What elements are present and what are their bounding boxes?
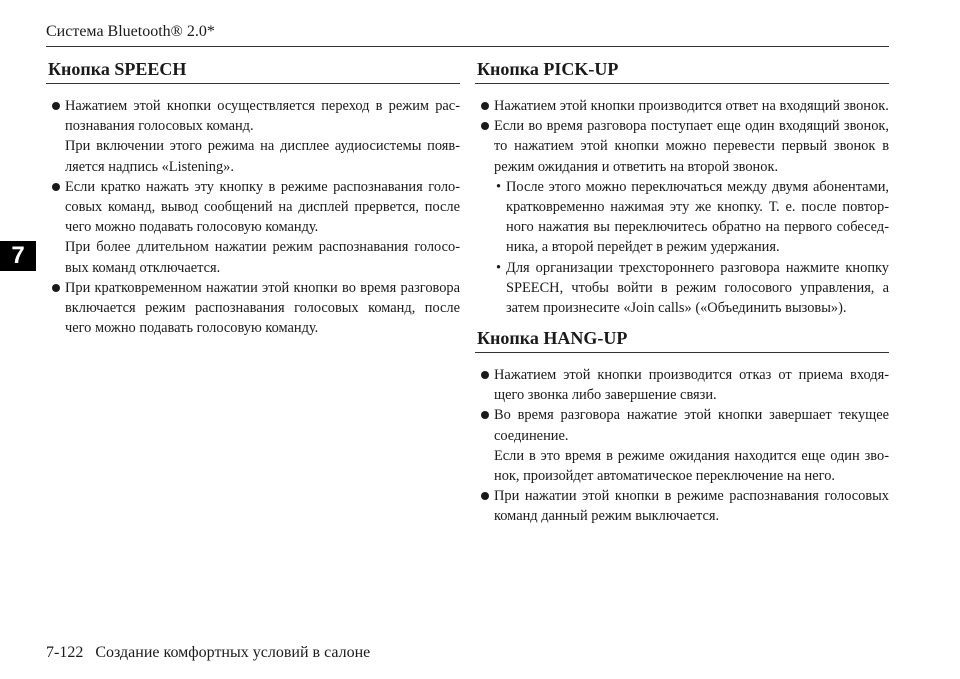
paragraph xyxy=(475,446,889,486)
paragraph-text: При нажатии этой кнопки в режиме распознавания голосовых команд данный режим выключается. xyxy=(494,488,889,525)
paragraph-text: Для организации трехстороннего разговора нажмите кнопку SPEECH, чтобы войти в режим голосового управления, а затем произнесите «Join calls» («Объединить вызовы»). xyxy=(506,259,889,317)
bullet-paragraph xyxy=(46,278,460,339)
section-pickup xyxy=(475,58,889,318)
header-rule xyxy=(46,46,889,47)
sub-paragraph xyxy=(475,177,889,258)
paragraph-text: При кратковременном нажатии этой кнопки во время разговора включается режим распознавания голосовых команд, после чего можно подавать голосовую команду. xyxy=(65,279,460,337)
hangup-list xyxy=(475,365,889,527)
running-header: Система Bluetooth® 2.0* xyxy=(46,23,215,40)
section-title: Кнопка HANG-UP xyxy=(477,328,628,348)
paragraph-text: При более длительном нажатии режим распознавания голосовых команд отключается. xyxy=(65,239,460,276)
sub-bullet-marker: • xyxy=(496,259,502,276)
pickup-list xyxy=(475,96,889,318)
paragraph-text: Во время разговора нажатие этой кнопки завершает текущее соединение. xyxy=(494,407,889,444)
bullet-paragraph xyxy=(475,486,889,526)
paragraph-text: Нажатием этой кнопки осуществляется переход в режим распознавания голосовых команд. xyxy=(65,98,460,135)
section-hangup xyxy=(475,327,889,527)
paragraph-text: После этого можно переключаться между двумя абонентами, кратковременно нажимая эту же кнопку. Т. е. после повторного нажатия вы переключитесь обратно на первого собеседника, а второй перейдет в режим удержания. xyxy=(506,178,889,256)
sub-paragraph xyxy=(475,258,889,319)
paragraph-text: Если во время разговора поступает еще один входящий звонок, то нажатием этой кнопки можно перевести первый звонок в режим ожидания и ответить на второй звонок. xyxy=(494,118,889,175)
bullet-paragraph xyxy=(475,116,889,177)
page-number: 7-122 xyxy=(46,644,84,661)
bullet-paragraph xyxy=(475,96,889,116)
chapter-tab: 7 xyxy=(0,241,36,271)
paragraph-text: Нажатием этой кнопки производится ответ на входящий звонок. xyxy=(494,98,889,114)
section-title: Кнопка SPEECH xyxy=(48,59,187,79)
paragraph-text: Если в это время в режиме ожидания находится еще один звонок, произойдет автоматическое переключение на него. xyxy=(494,447,889,485)
paragraph-text: При включении этого режима на дисплее аудиосистемы появляется надпись «Listening». xyxy=(65,138,460,175)
bullet-paragraph xyxy=(475,365,889,405)
sub-bullet-marker: • xyxy=(496,178,502,195)
bullet-paragraph xyxy=(46,96,460,136)
paragraph xyxy=(46,136,460,176)
page-footer xyxy=(46,643,370,663)
paragraph xyxy=(46,237,460,277)
paragraph-text: Нажатием этой кнопки производится отказ от приема входящего звонка либо завершение связи. xyxy=(494,367,889,404)
section-speech xyxy=(46,58,460,338)
section-title: Кнопка PICK-UP xyxy=(477,59,619,79)
paragraph-text: Если кратко нажать эту кнопку в режиме распознавания голосовых команд, вывод сообщений на дисплей прервется, после чего можно подавать голосовую команду. xyxy=(65,178,460,236)
bullet-paragraph xyxy=(46,177,460,238)
speech-list xyxy=(46,96,460,338)
chapter-title: Создание комфортных условий в салоне xyxy=(95,644,371,661)
bullet-paragraph xyxy=(475,405,889,445)
